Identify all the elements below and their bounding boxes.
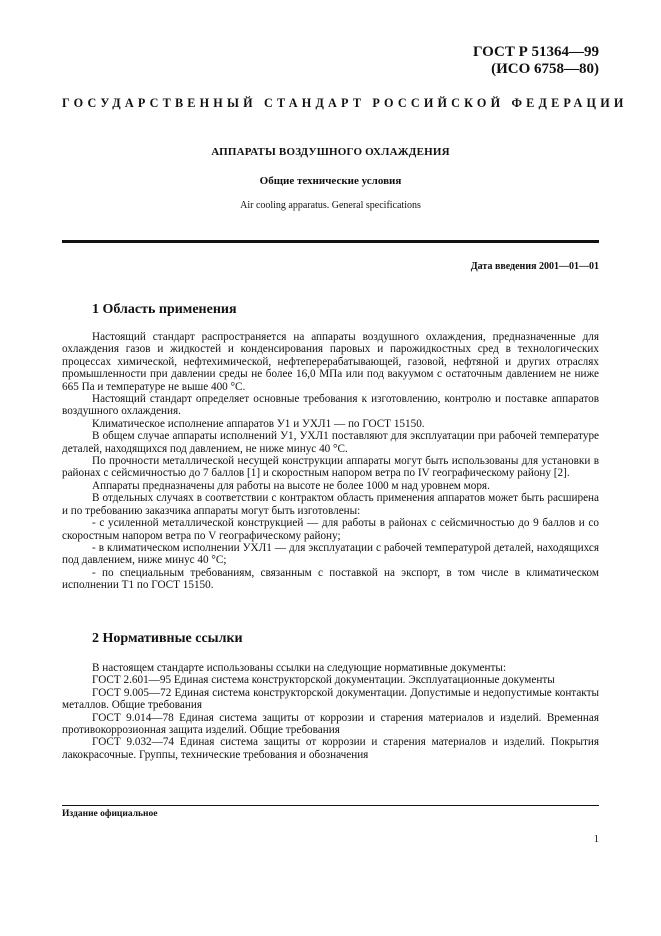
paragraph: Настоящий стандарт определяет основные требования к изготовлению, контролю и поставке аппаратов воздушного охлаждения. bbox=[62, 393, 599, 418]
paragraph: В общем случае аппараты исполнений У1, УХЛ1 поставляют для эксплуатации при рабочей температуре деталей, находящихся под давлением, не ниже минус 40 °С. bbox=[62, 430, 599, 455]
reference-item: ГОСТ 2.601—95 Единая система конструкторской документации. Эксплуатационные документы bbox=[92, 674, 555, 687]
standard-code: ГОСТ Р 51364—99 bbox=[472, 44, 599, 60]
reference-item: ГОСТ 9.032—74 Единая система защиты от коррозии и старения материалов и изделий. Покрытия лакокрасочные. Группы, технические требования и обозначения bbox=[62, 736, 599, 761]
paragraph: По прочности металлической несущей конструкции аппараты могут быть использованы для установки в районах с сейсмичностью до 7 баллов [1] и скоростным напором ветра по IV географическому району [2]. bbox=[62, 455, 599, 480]
section-2-heading: 2 Нормативные ссылки bbox=[92, 631, 243, 646]
reference-item: ГОСТ 9.014—78 Единая система защиты от коррозии и старения материалов и изделий. Временная противокоррозионная защита изделий. Общие требования bbox=[62, 711, 599, 737]
document-subtitle: Общие технические условия bbox=[259, 175, 402, 187]
paragraph: В настоящем стандарте использованы ссылки на следующие нормативные документы: bbox=[92, 662, 507, 674]
official-edition-label: Издание официальное bbox=[62, 809, 158, 819]
page-number: 1 bbox=[593, 834, 599, 845]
paragraph: Климатическое исполнение аппаратов У1 и УХЛ1 — по ГОСТ 15150. bbox=[92, 417, 425, 430]
list-item: - по специальным требованиям, связанным с поставкой на экспорт, в том числе в климатическом исполнении Т1 по ГОСТ 15150. bbox=[62, 566, 599, 592]
section-1-heading: 1 Область применения bbox=[92, 302, 237, 317]
paragraph: В отдельных случаях в соответствии с контрактом область применения аппаратов может быть расширена и по требованию заказчика аппараты могут быть изготовлены: bbox=[62, 492, 599, 517]
list-item: - с усиленной металлической конструкцией — для работы в районах с сейсмичностью до 9 баллов и со скоростным напором ветра по V географическому району; bbox=[62, 517, 599, 542]
iso-code: (ИСО 6758—80) bbox=[491, 61, 599, 77]
state-standard-title: ГОСУДАРСТВЕННЫЙ СТАНДАРТ РОССИЙСКОЙ ФЕДЕРАЦИИ bbox=[62, 96, 628, 110]
list-item: - в климатическом исполнении УХЛ1 — для эксплуатации с рабочей температурой деталей, находящихся под давлением, ниже минус 40 °С; bbox=[62, 541, 599, 567]
paragraph: Аппараты предназначены для работы на высоте не более 1000 м над уровнем моря. bbox=[92, 479, 490, 492]
document-title: АППАРАТЫ ВОЗДУШНОГО ОХЛАЖДЕНИЯ bbox=[211, 146, 450, 158]
standard-code-block bbox=[473, 44, 599, 78]
section-1-body bbox=[62, 331, 599, 592]
section-2-body bbox=[62, 662, 599, 761]
introduction-date: Дата введения 2001—01—01 bbox=[470, 261, 599, 272]
document-english-title: Air cooling apparatus. General specifications bbox=[240, 200, 421, 211]
reference-item: ГОСТ 9.005—72 Единая система конструкторской документации. Допустимые и недопустимые контакты металлов. Общие требования bbox=[62, 686, 599, 712]
title-divider bbox=[62, 240, 599, 243]
paragraph: Настоящий стандарт распространяется на аппараты воздушного охлаждения, предназначенные для охлаждения газов и жидкостей и конденсирования паровых и парожидкостных сред в технологических процессах химической, нефтехимической, нефтеперерабатывающей, газовой, нефтяной и других отраслях промышленности при давлении среды не более 16,0 МПа или под вакуумом с остаточным давлением не ниже 665 Па и температуре не выше 400 °С. bbox=[62, 331, 599, 393]
footer-divider bbox=[62, 805, 599, 806]
